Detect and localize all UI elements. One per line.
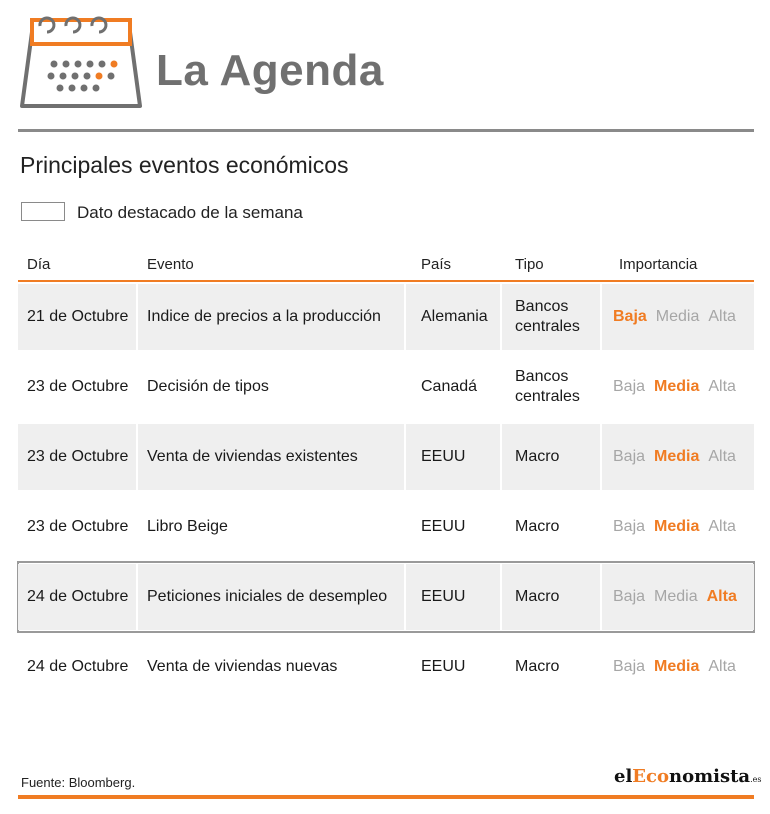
level-alta: Alta [708,448,736,465]
cell-importancia [602,354,754,420]
cell-importancia [602,284,754,350]
cell-evento: Indice de precios a la producción [138,284,404,350]
cell-pais: Canadá [421,378,478,395]
cell-pais: Alemania [406,284,500,350]
cell-dia: 24 de Octubre [27,658,129,675]
table-row [18,352,754,422]
header-divider [18,129,754,132]
level-alta: Alta [706,588,737,605]
cell-dia: 23 de Octubre [18,424,136,490]
level-media: Media [654,448,700,465]
brand-part: Eco [632,766,669,787]
cell-dia: 21 de Octubre [18,284,136,350]
subtitle: Principales eventos económicos [20,152,349,178]
table-row [18,562,754,632]
column-header-importancia: Importancia [619,256,698,273]
table-header [18,250,754,280]
cell-importancia [602,494,754,560]
level-baja: Baja [613,308,647,325]
cell-tipo: Macro [502,564,600,630]
level-media: Media [654,588,698,605]
level-media: Media [654,518,700,535]
level-alta: Alta [708,308,736,325]
cell-tipo: Macro [515,658,560,675]
level-baja: Baja [613,378,646,395]
level-alta: Alta [708,378,736,395]
cell-importancia [602,564,754,630]
cell-pais: EEUU [421,658,466,675]
events-table [18,282,754,702]
level-baja: Baja [613,448,646,465]
table-row [18,632,754,702]
cell-tipo: Macro [515,518,560,535]
level-baja: Baja [613,658,646,675]
brand-part: .es [750,775,762,784]
cell-evento: Venta de viviendas existentes [138,424,404,490]
page-title: La Agenda [156,46,384,95]
level-media: Media [654,658,700,675]
table-row [18,492,754,562]
cell-pais: EEUU [406,564,500,630]
cell-importancia [602,424,754,490]
legend-swatch [21,202,65,221]
cell-dia: 23 de Octubre [27,378,129,395]
level-alta: Alta [708,518,736,535]
cell-dia: 24 de Octubre [18,564,136,630]
brand-part: nomista [668,766,751,787]
footer-divider [18,795,754,799]
table-row [18,282,754,352]
cell-evento: Venta de viviendas nuevas [147,658,338,675]
cell-pais: EEUU [406,424,500,490]
cell-evento: Peticiones iniciales de desempleo [138,564,404,630]
cell-evento: Libro Beige [147,518,228,535]
cell-importancia [602,634,754,700]
cell-dia: 23 de Octubre [27,518,129,535]
level-baja: Baja [613,588,646,605]
source-note: Fuente: Bloomberg. [21,775,136,790]
cell-tipo: Bancos centrales [515,368,580,405]
brand-logo [614,766,761,787]
column-header-dia: Día [27,256,51,273]
column-header-pais: País [421,256,452,273]
legend-label: Dato destacado de la semana [77,203,303,222]
cell-evento: Decisión de tipos [147,378,269,395]
level-media: Media [654,378,700,395]
cell-pais: EEUU [421,518,466,535]
cell-tipo: Macro [502,424,600,490]
cell-tipo: Bancos centrales [502,284,600,350]
column-header-evento: Evento [147,256,194,273]
brand-part: el [614,766,633,787]
level-alta: Alta [708,658,736,675]
table-row [18,422,754,492]
level-media: Media [655,308,700,325]
calendar-icon [18,12,144,112]
level-baja: Baja [613,518,646,535]
column-header-tipo: Tipo [515,256,544,273]
